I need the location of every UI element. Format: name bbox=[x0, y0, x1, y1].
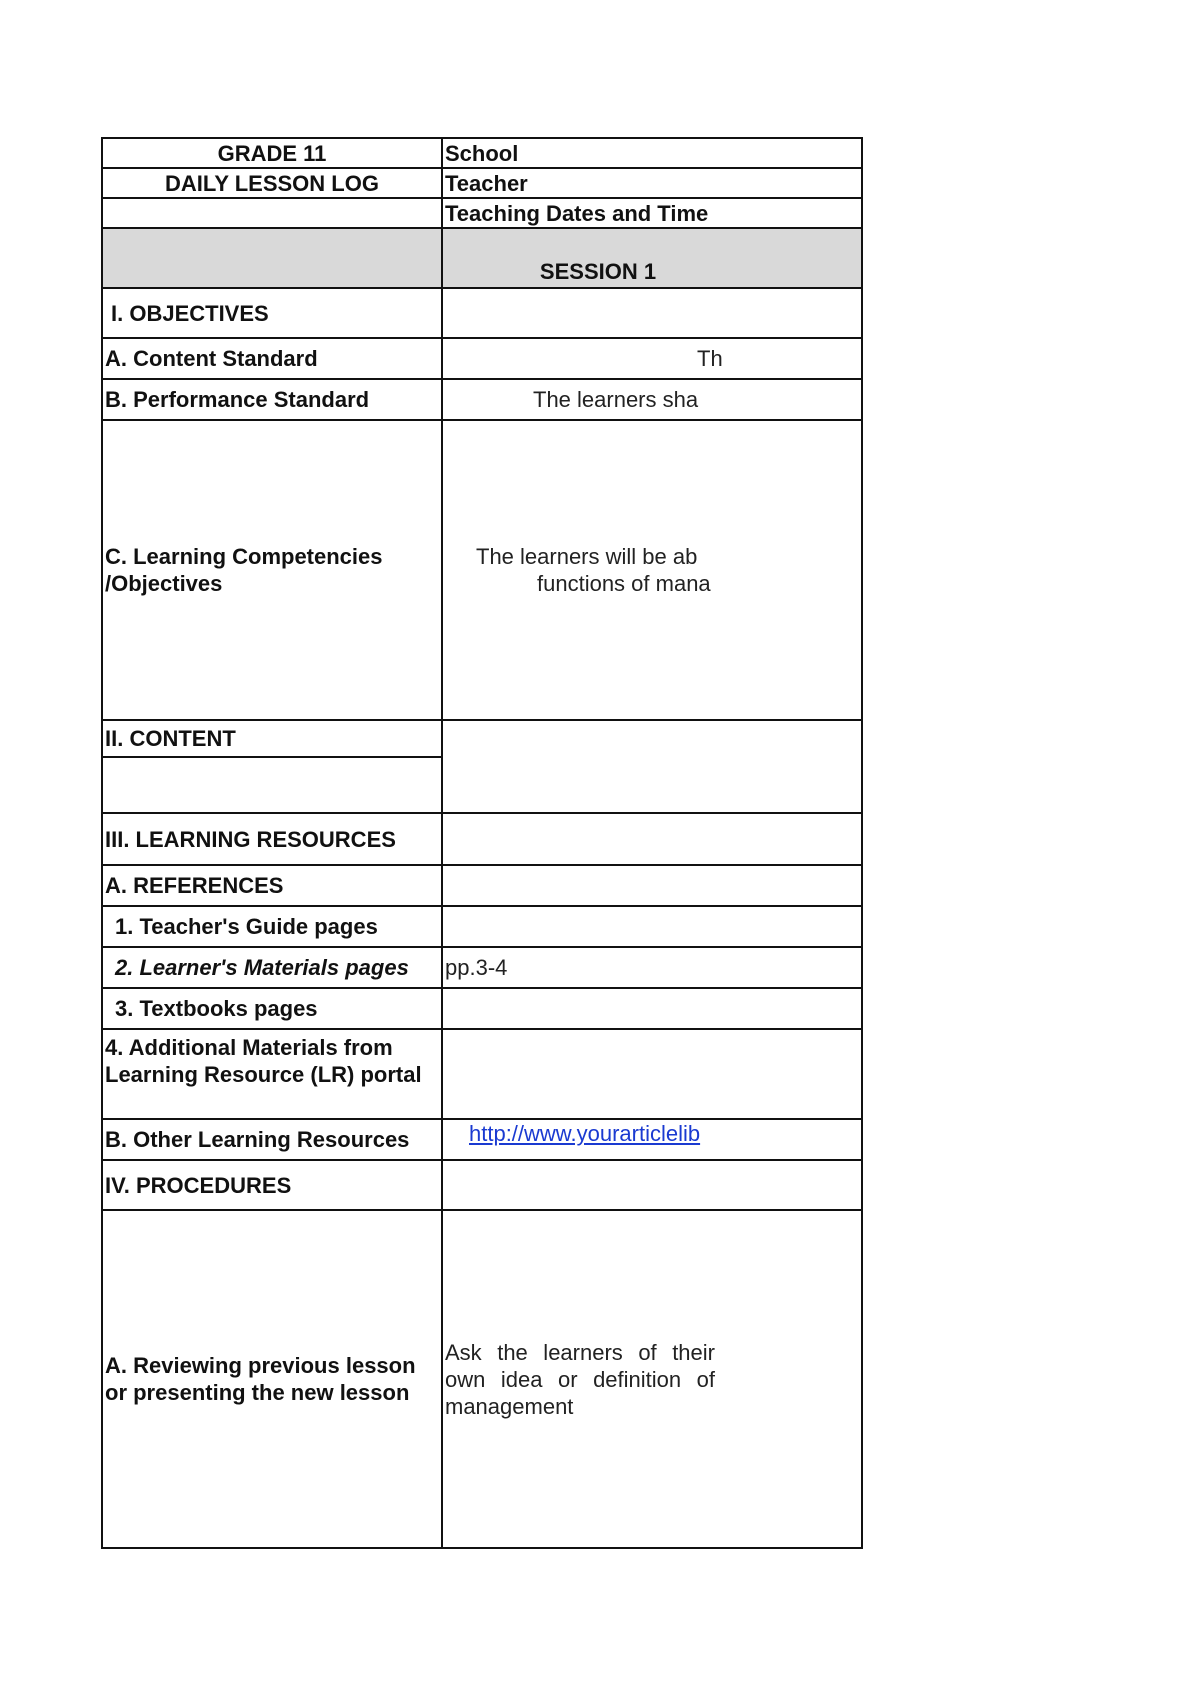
performance-standard-value: The learners sha bbox=[442, 379, 862, 420]
content-row bbox=[102, 720, 862, 757]
references-value bbox=[442, 865, 862, 906]
competencies-value bbox=[442, 420, 862, 720]
session-row bbox=[102, 228, 862, 288]
teachers-guide-row bbox=[102, 906, 862, 947]
content-standard-label: A. Content Standard bbox=[102, 338, 442, 379]
references-label: A. REFERENCES bbox=[102, 865, 442, 906]
competencies-row bbox=[102, 420, 862, 720]
other-resources-label: B. Other Learning Resources bbox=[102, 1119, 442, 1160]
teacher-label: Teacher bbox=[442, 168, 862, 198]
procedures-heading: IV. PROCEDURES bbox=[102, 1160, 442, 1210]
log-title-row bbox=[102, 168, 862, 198]
procedures-value bbox=[442, 1160, 862, 1210]
other-resources-link[interactable]: http://www.yourarticlelib bbox=[469, 1121, 701, 1146]
competencies-line-2: functions of mana bbox=[537, 571, 711, 596]
competencies-label: C. Learning Competencies /Objectives bbox=[102, 420, 442, 720]
other-resources-value bbox=[442, 1119, 862, 1160]
textbooks-row bbox=[102, 988, 862, 1029]
teachers-guide-value bbox=[442, 906, 862, 947]
performance-standard-label: B. Performance Standard bbox=[102, 379, 442, 420]
grade-row bbox=[102, 138, 862, 168]
content-blank-row bbox=[102, 757, 862, 813]
content-value bbox=[442, 720, 862, 757]
log-title: DAILY LESSON LOG bbox=[102, 168, 442, 198]
learners-materials-label: 2. Learner's Materials pages bbox=[102, 947, 442, 988]
dates-row bbox=[102, 198, 862, 228]
content-blank-value bbox=[442, 757, 862, 813]
reviewing-value: Ask the learners of their own idea or definition of management bbox=[445, 1339, 715, 1419]
additional-materials-row bbox=[102, 1029, 862, 1119]
objectives-heading: I. OBJECTIVES bbox=[102, 288, 442, 338]
learners-materials-value: pp.3-4 bbox=[442, 947, 862, 988]
learners-materials-row bbox=[102, 947, 862, 988]
blank-cell bbox=[102, 198, 442, 228]
textbooks-label: 3. Textbooks pages bbox=[102, 988, 442, 1029]
objectives-value bbox=[442, 288, 862, 338]
resources-heading: III. LEARNING RESOURCES bbox=[102, 813, 442, 865]
performance-standard-row bbox=[102, 379, 862, 420]
additional-materials-value bbox=[442, 1029, 862, 1119]
procedures-row bbox=[102, 1160, 862, 1210]
other-resources-row bbox=[102, 1119, 862, 1160]
textbooks-value bbox=[442, 988, 862, 1029]
daily-lesson-log-table bbox=[101, 137, 863, 1549]
reviewing-value-cell bbox=[442, 1210, 862, 1548]
content-blank-cell bbox=[102, 757, 442, 813]
references-row bbox=[102, 865, 862, 906]
teachers-guide-label: 1. Teacher's Guide pages bbox=[102, 906, 442, 947]
resources-value bbox=[442, 813, 862, 865]
content-standard-row bbox=[102, 338, 862, 379]
reviewing-label: A. Reviewing previous lesson or presenting the new lesson bbox=[102, 1210, 442, 1548]
grade-label: GRADE 11 bbox=[102, 138, 442, 168]
dates-label: Teaching Dates and Time bbox=[442, 198, 862, 228]
objectives-row bbox=[102, 288, 862, 338]
content-heading: II. CONTENT bbox=[102, 720, 442, 757]
resources-row bbox=[102, 813, 862, 865]
school-label: School bbox=[442, 138, 862, 168]
competencies-line-1: The learners will be ab bbox=[476, 544, 698, 569]
reviewing-row bbox=[102, 1210, 862, 1548]
session-blank-cell bbox=[102, 228, 442, 288]
content-standard-value: Th bbox=[442, 338, 862, 379]
session-header: SESSION 1 bbox=[442, 228, 862, 288]
additional-materials-label: 4. Additional Materials from Learning Resource (LR) portal bbox=[102, 1029, 442, 1119]
lesson-log-sheet bbox=[101, 137, 723, 1549]
